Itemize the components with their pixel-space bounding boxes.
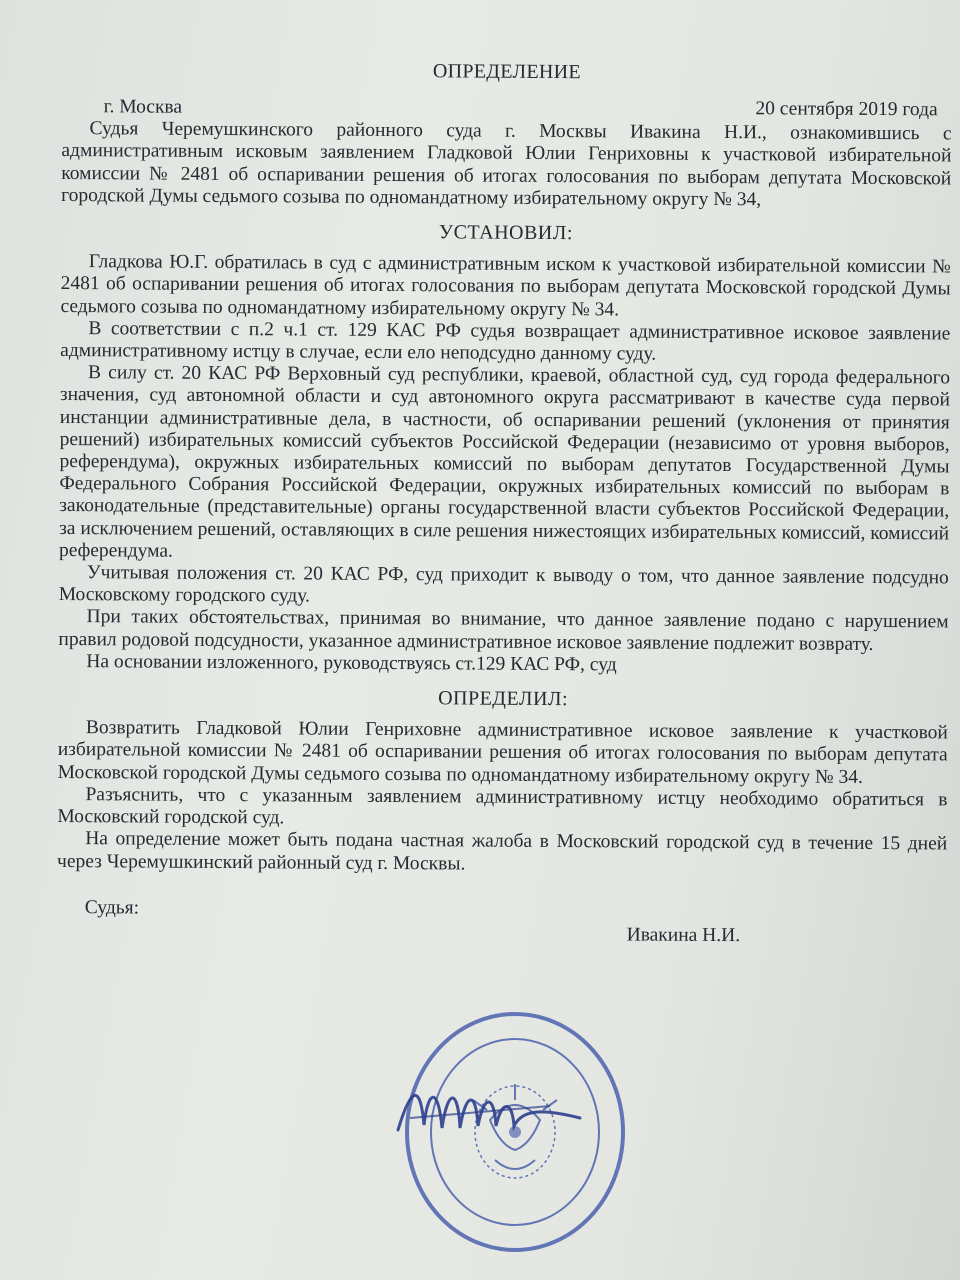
ruling-2: Разъяснить, что с указанным заявлением административному истцу необходимо обратиться в Московский городской суд. [57,784,948,829]
document-title: ОПРЕДЕЛЕНИЕ [432,60,581,84]
paragraph-4: Учитывая положения ст. 20 КАС РФ, суд приходит к выводу о том, что данное заявление подсудно Московскому городского суду. [58,562,949,607]
paragraph-5: При таких обстоятельствах, принимая во внимание, что данное заявление подано с нарушением правил родовой подсудности, указанное административное исковое заявление подлежит возврату. [58,606,949,655]
judge-label: Судья: [84,896,140,919]
intro-paragraph: Судья Черемушкинского районного суда г. Москвы Ивакина Н.И., ознакомившись с административным исковым заявлением Гладковой Юлии Генриховны к участковой избирательной комиссии № 2481 об оспаривании решения об итогах голосования по выборам депутата Московской городской Думы седьмого созыва по одномандатному избирательному округу № 34, [61,118,952,211]
handwritten-signature [390,1070,590,1160]
document-body [57,58,952,956]
paragraph-3: В силу ст. 20 КАС РФ Верховный суд республики, краевой, областной суд, суд города федерального значения, суд автономной области и суд автономного округа рассматривают в качестве суда первой инстанции административные дела, в частности, об оспаривании решений (уклонения от принятия решений) избирательных комиссий субъектов Российской Федерации (независимо от уровня выборов, референдума), окружных избирательных комиссий по выборам депутатов Государственной Думы Федерального Собрания Российской Федерации, окружных избирательных комиссий по выборам в законодательные (представительные) органы государственной власти субъектов Российской Федерации, за исключением решений, оставляющих в силе решения нижестоящих избирательных комиссий, комиссий референдума. [58,362,951,562]
section-heading-established: УСТАНОВИЛ: [438,221,573,245]
paragraph-1: Гладкова Ю.Г. обратилась в суд с административным иском к участковой избирательной комиссии № 2481 об оспаривании решения об итогах голосования по выборам депутата Московской городской Думы седьмого созыва по одномандатному избирательному округу № 34. [60,251,951,321]
paragraph-2: В соответствии с п.2 ч.1 ст. 129 КАС РФ судья возвращает административное исковое заявление административному истцу в случае, если ело неподсудно данному суду. [60,317,951,365]
document-city: г. Москва [103,96,183,118]
document-date: 20 сентября 2019 года [755,98,938,121]
ruling-3: На определение может быть подана частная жалоба в Московский городской суд в течение 15 дней через Черемушкинский районный суд г. Москвы. [57,828,948,874]
signatory-name: Ивакина Н.И. [626,924,741,946]
signature-row [57,891,947,956]
section-heading-decided: ОПРЕДЕЛИЛ: [438,687,569,711]
ruling-1: Возвратить Гладковой Юлии Генриховне административное исковое заявление к участковой избирательной комиссии № 2481 об оспаривании решения об итогах голосования по выборам депутата Московской городской Думы седьмого созыва по одномандатному избирательному округу № 34. [57,717,948,788]
paragraph-6: На основании изложенного, руководствуясь ст.129 КАС РФ, суд [86,651,617,676]
